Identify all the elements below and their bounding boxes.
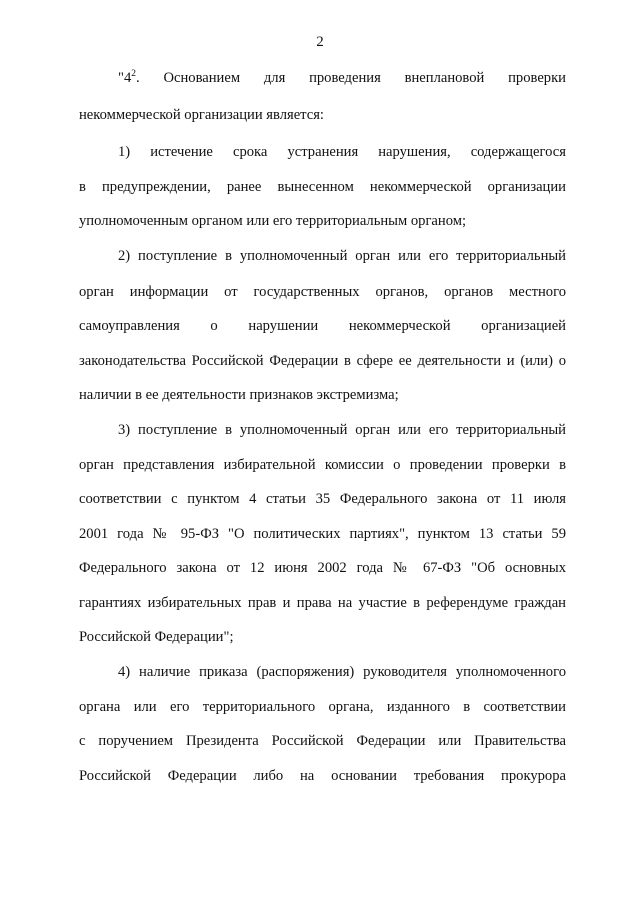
paragraph-line: Российской Федерации"; [79, 629, 234, 645]
paragraph-line: соответствии с пунктом 4 статьи 35 Федерального закона от 11 июля [79, 491, 566, 507]
paragraph-line: Российской Федерации либо на основании требования прокурора [79, 768, 566, 784]
paragraph-line: орган представления избирательной комиссии о проведении проверки в [79, 457, 566, 473]
paragraph-line: уполномоченным органом или его территориальным органом; [79, 213, 467, 229]
paragraph-line: 2) поступление в уполномоченный орган или его территориальный [118, 248, 566, 264]
paragraph-line: Федерального закона от 12 июня 2002 года № 67-ФЗ "Об основных [79, 560, 566, 576]
paragraph-line: в предупреждении, ранее вынесенном некоммерческой организации [79, 179, 566, 195]
paragraph-line: с поручением Президента Российской Федерации или Правительства [79, 733, 566, 749]
paragraph-line: 1) истечение срока устранения нарушения, содержащегося [118, 144, 566, 160]
paragraph-line: самоуправления о нарушении некоммерческой организацией [79, 318, 566, 334]
paragraph-line [118, 68, 566, 88]
paragraph-line: некоммерческой организации является: [79, 107, 324, 123]
paragraph-text: . Основанием для проведения внеплановой проверки [136, 70, 566, 86]
paragraph-line: наличии в ее деятельности признаков экстремизма; [79, 387, 399, 403]
superscript: 2 [131, 69, 137, 79]
paragraph-line: 4) наличие приказа (распоряжения) руководителя уполномоченного [118, 664, 566, 680]
paragraph-line: орган информации от государственных органов, органов местного [79, 284, 566, 300]
paragraph-line: 2001 года № 95-ФЗ "О политических партиях", пунктом 13 статьи 59 [79, 526, 566, 542]
page-number: 2 [316, 34, 324, 50]
quote-number: "4 [118, 70, 132, 86]
paragraph-line: законодательства Российской Федерации в сфере ее деятельности и (или) о [79, 353, 566, 369]
paragraph-line: 3) поступление в уполномоченный орган или его территориальный [118, 422, 566, 438]
paragraph-line: органа или его территориального органа, изданного в соответствии [79, 699, 566, 715]
paragraph-line: гарантиях избирательных прав и права на участие в референдуме граждан [79, 595, 566, 611]
